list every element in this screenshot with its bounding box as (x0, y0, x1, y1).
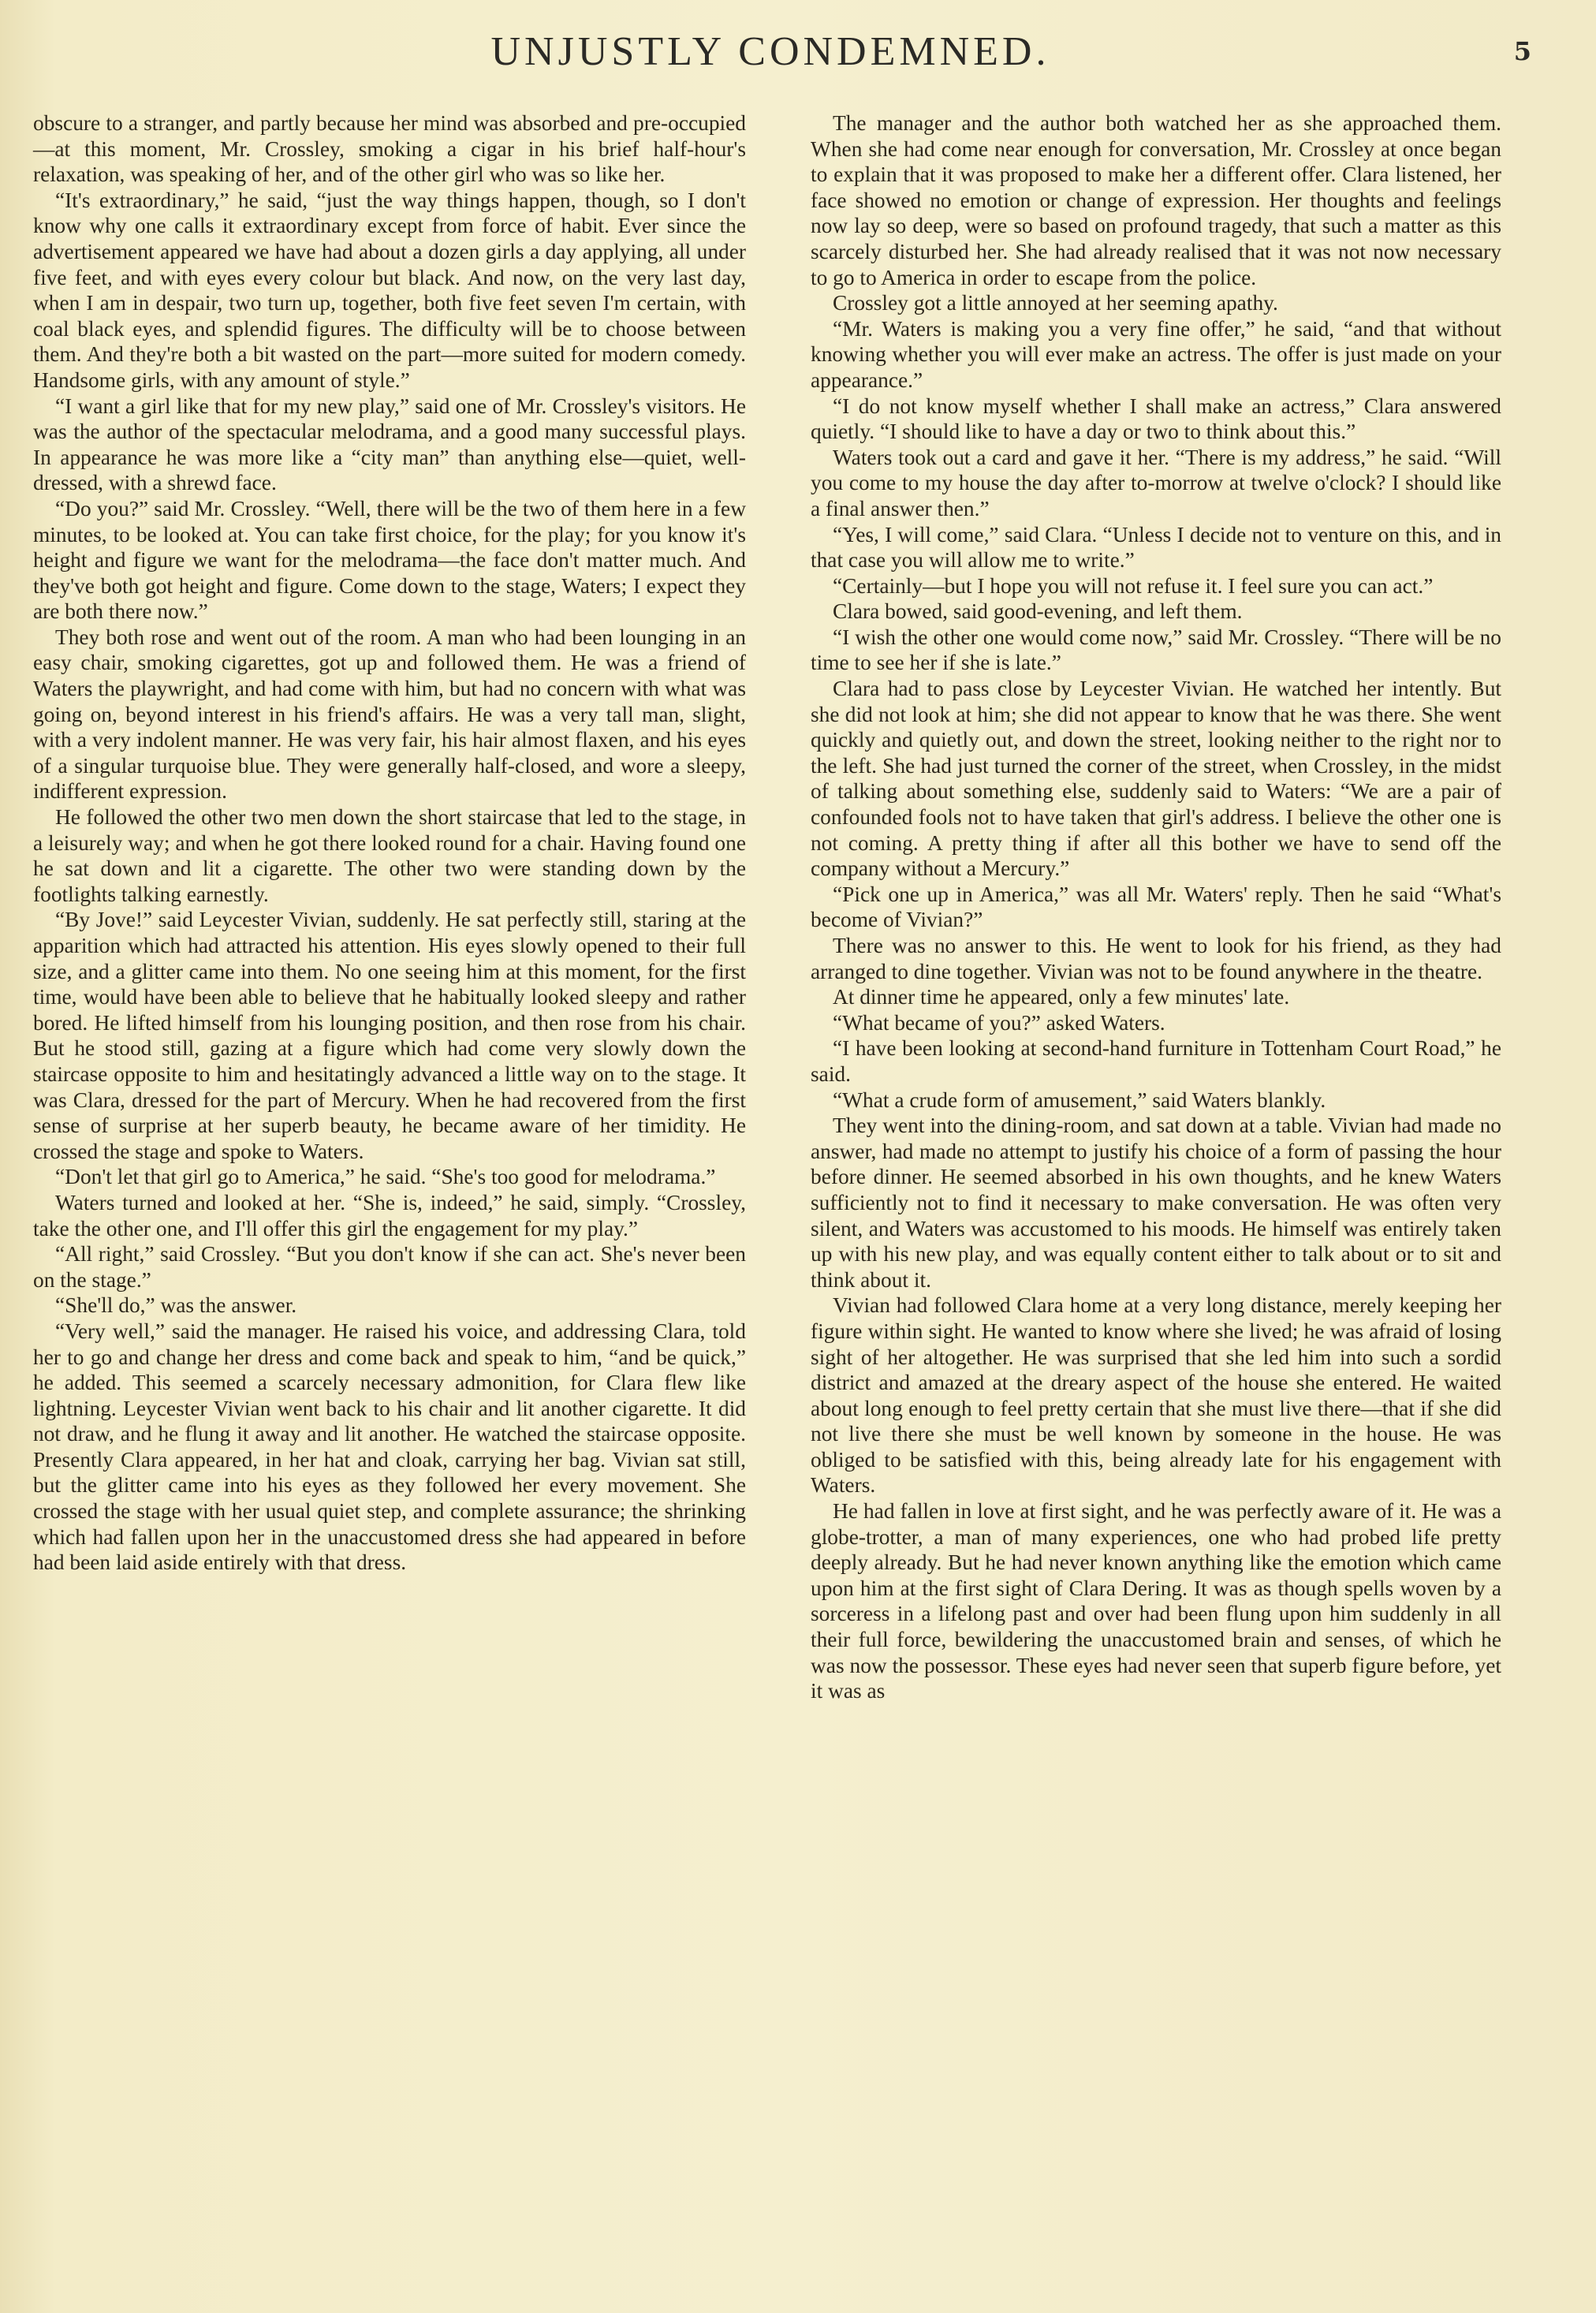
paragraph: At dinner time he appeared, only a few minutes' late. (833, 985, 1290, 1009)
paragraph: obscure to a stranger, and partly because her mind was absorbed and pre-occupied—at this moment, Mr. Crossley, smoking a cigar in his brief half-hour's relaxation, was speaking of her, and of the other girl who was so like her. (33, 111, 746, 187)
paragraph: Crossley got a little annoyed at her seeming apathy. (833, 291, 1278, 315)
page-header (0, 28, 1596, 76)
paragraph: “It's extraordinary,” he said, “just the way things happen, though, so I don't know why one calls it extraordinary except from force of habit. Ever since the advertisement appeared we have had about a dozen girls a day applying, all under five feet, and with eyes every colour but black. And now, on the very last day, when I am in despair, two turn up, together, both five feet seven I'm certain, with coal black eyes, and splendid figures. The difficulty will be to choose between them. And they're both a bit wasted on the part—more suited for modern comedy. Handsome girls, with any amount of style.” (33, 188, 746, 392)
page-number: 5 (1513, 36, 1531, 66)
paragraph: Clara had to pass close by Leycester Vivian. He watched her intently. But she did not look at him; she did not appear to know that he was there. She went quickly and quietly out, and down the street, looking neither to the right nor to the left. She had just turned the corner of the street, when Crossley, in the midst of talking about something else, suddenly said to Waters: “We are a pair of confounded fools not to have taken that girl's address. I believe the other one is not coming. A pretty thing if after all this bother we have to send off the company without a Mercury.” (811, 677, 1501, 881)
paragraph: There was no answer to this. He went to look for his friend, as they had arranged to dine together. Vivian was not to be found anywhere in the theatre. (811, 934, 1501, 983)
paragraph: “Don't let that girl go to America,” he said. “She's too good for melodrama.” (55, 1165, 716, 1189)
paragraph: Clara bowed, said good-evening, and left them. (833, 599, 1243, 624)
paragraph: “I have been looking at second-hand furniture in Tottenham Court Road,” he said. (811, 1036, 1501, 1086)
paragraph: “All right,” said Crossley. “But you don't know if she can act. She's never been on the stage.” (33, 1242, 746, 1292)
paragraph: “I do not know myself whether I shall make an actress,” Clara answered quietly. “I should like to have a day or two to think about this.” (811, 394, 1501, 444)
paragraph: They both rose and went out of the room. A man who had been lounging in an easy chair, smoking cigarettes, got up and followed them. He was a friend of Waters the playwright, and had come with him, but had no concern with what was going on, beyond interest in his friend's affairs. He was a very tall man, slight, with a very indolent manner. He was very fair, his hair almost flaxen, and his eyes of a singular turquoise blue. They were generally half-closed, and wore a sleepy, indifferent expression. (33, 625, 746, 804)
left-column (33, 110, 746, 1576)
paragraph: “Yes, I will come,” said Clara. “Unless I decide not to venture on this, and in that case you will allow me to write.” (811, 522, 1501, 573)
paragraph: Vivian had followed Clara home at a very long distance, merely keeping her figure within sight. He wanted to know where she lived; he was afraid of losing sight of her altogether. He was surprised that she led him into such a sordid district and amazed at the dreary aspect of the house she entered. He waited about long enough to feel pretty certain that she must live there—that if she did not live there she must be well known by someone in the house. He was obliged to be satisfied with this, being already late for his engagement with Waters. (811, 1293, 1501, 1498)
paragraph: “I wish the other one would come now,” said Mr. Crossley. “There will be no time to see her if she is late.” (811, 625, 1501, 675)
paragraph: “Certainly—but I hope you will not refuse it. I feel sure you can act.” (833, 573, 1434, 598)
paragraph: “Very well,” said the manager. He raised his voice, and addressing Clara, told her to go and change her dress and come back and speak to him, “and be quick,” he added. This seemed a scarcely necessary admonition, for Clara flew like lightning. Leycester Vivian went back to his chair and lit another cigarette. It did not draw, and he flung it away and lit another. He watched the staircase opposite. Presently Clara appeared, in her hat and cloak, carrying her bag. Vivian sat still, but the glitter came into his eyes as they followed her every movement. She crossed the stage with her usual quiet step, and complete assurance; the shrinking which had fallen upon her in the unaccustomed dress she had appeared in before had been laid aside entirely with that dress. (33, 1319, 746, 1575)
paragraph: “By Jove!” said Leycester Vivian, suddenly. He sat perfectly still, staring at the apparition which had attracted his attention. His eyes slowly opened to their full size, and a glitter came into them. No one seeing him at this moment, for the first time, would have been able to believe that he habitually looked sleepy and rather bored. He lifted himself from his lounging position, and then rose from his chair. But he stood still, gazing at a figure which had come very slowly down the staircase opposite to him and hesitatingly advanced a little way on to the stage. It was Clara, dressed for the part of Mercury. When he had recovered from the first sense of surprise at her superb beauty, he became aware of her timidity. He crossed the stage and spoke to Waters. (33, 908, 746, 1163)
paragraph: “Mr. Waters is making you a very fine offer,” he said, “and that without knowing whether you will ever make an actress. The offer is just made on your appearance.” (811, 316, 1501, 392)
paragraph: Waters took out a card and gave it her. “There is my address,” he said. “Will you come to my house the day after to-morrow at twelve o'clock? I should like a final answer then.” (811, 445, 1501, 520)
right-column (811, 110, 1501, 1704)
paragraph: They went into the dining-room, and sat down at a table. Vivian had made no answer, had made no attempt to justify his choice of a form of passing the hour before dinner. He seemed absorbed in his own thoughts, and he knew Waters sufficiently not to find it necessary to make conversation. He was often very silent, and Waters was accustomed to his moods. He himself was entirely taken up with his new play, and was equally content either to talk about or to sit and think about it. (811, 1114, 1501, 1292)
paragraph: “What a crude form of amusement,” said Waters blankly. (833, 1087, 1326, 1112)
paragraph: “Do you?” said Mr. Crossley. “Well, there will be the two of them here in a few minutes, to be looked at. You can take first choice, for the play; for you know it's height and figure we want for the melodrama—the face don't matter much. And they've both got height and figure. Come down to the stage, Waters; I expect they are both there now.” (33, 496, 746, 624)
paragraph: Waters turned and looked at her. “She is, indeed,” he said, simply. “Crossley, take the other one, and I'll offer this girl the engagement for my play.” (33, 1190, 746, 1240)
paragraph: “I want a girl like that for my new play,” said one of Mr. Crossley's visitors. He was the author of the spectacular melodrama, and a good many successful plays. In appearance he was more like a “city man” than anything else—quiet, well-dressed, with a shrewd face. (33, 394, 746, 495)
paragraph: The manager and the author both watched her as she approached them. When she had come near enough for conversation, Mr. Crossley at once began to explain that it was proposed to make her a different offer. Clara listened, her face showed no emotion or change of expression. Her thoughts and feelings now lay so deep, were so based on profound tragedy, that such a matter as this scarcely disturbed her. She had already realised that it was not now necessary to go to America in order to escape from the police. (811, 111, 1501, 289)
paragraph: “What became of you?” asked Waters. (833, 1010, 1165, 1035)
running-title: UNJUSTLY CONDEMNED. (490, 29, 1050, 74)
paragraph: He followed the other two men down the short staircase that led to the stage, in a leisurely way; and when he got there looked round for a chair. Having found one he sat down and lit a cigarette. The other two were standing down by the footlights talking earnestly. (33, 805, 746, 906)
paragraph: “She'll do,” was the answer. (55, 1293, 297, 1318)
paragraph: He had fallen in love at first sight, and he was perfectly aware of it. He was a globe-trotter, a man of many experiences, one who had probed life pretty deeply already. But he had never known anything like the emotion which came upon him at the first sight of Clara Dering. It was as though spells woven by a sorceress in a lifelong past and over had been flung upon him suddenly in all their full force, bewildering the unaccustomed brain and senses, of which he was now the possessor. These eyes had never seen that superb figure before, yet it was as (811, 1499, 1501, 1703)
paragraph: “Pick one up in America,” was all Mr. Waters' reply. Then he said “What's become of Vivian?” (811, 882, 1501, 932)
